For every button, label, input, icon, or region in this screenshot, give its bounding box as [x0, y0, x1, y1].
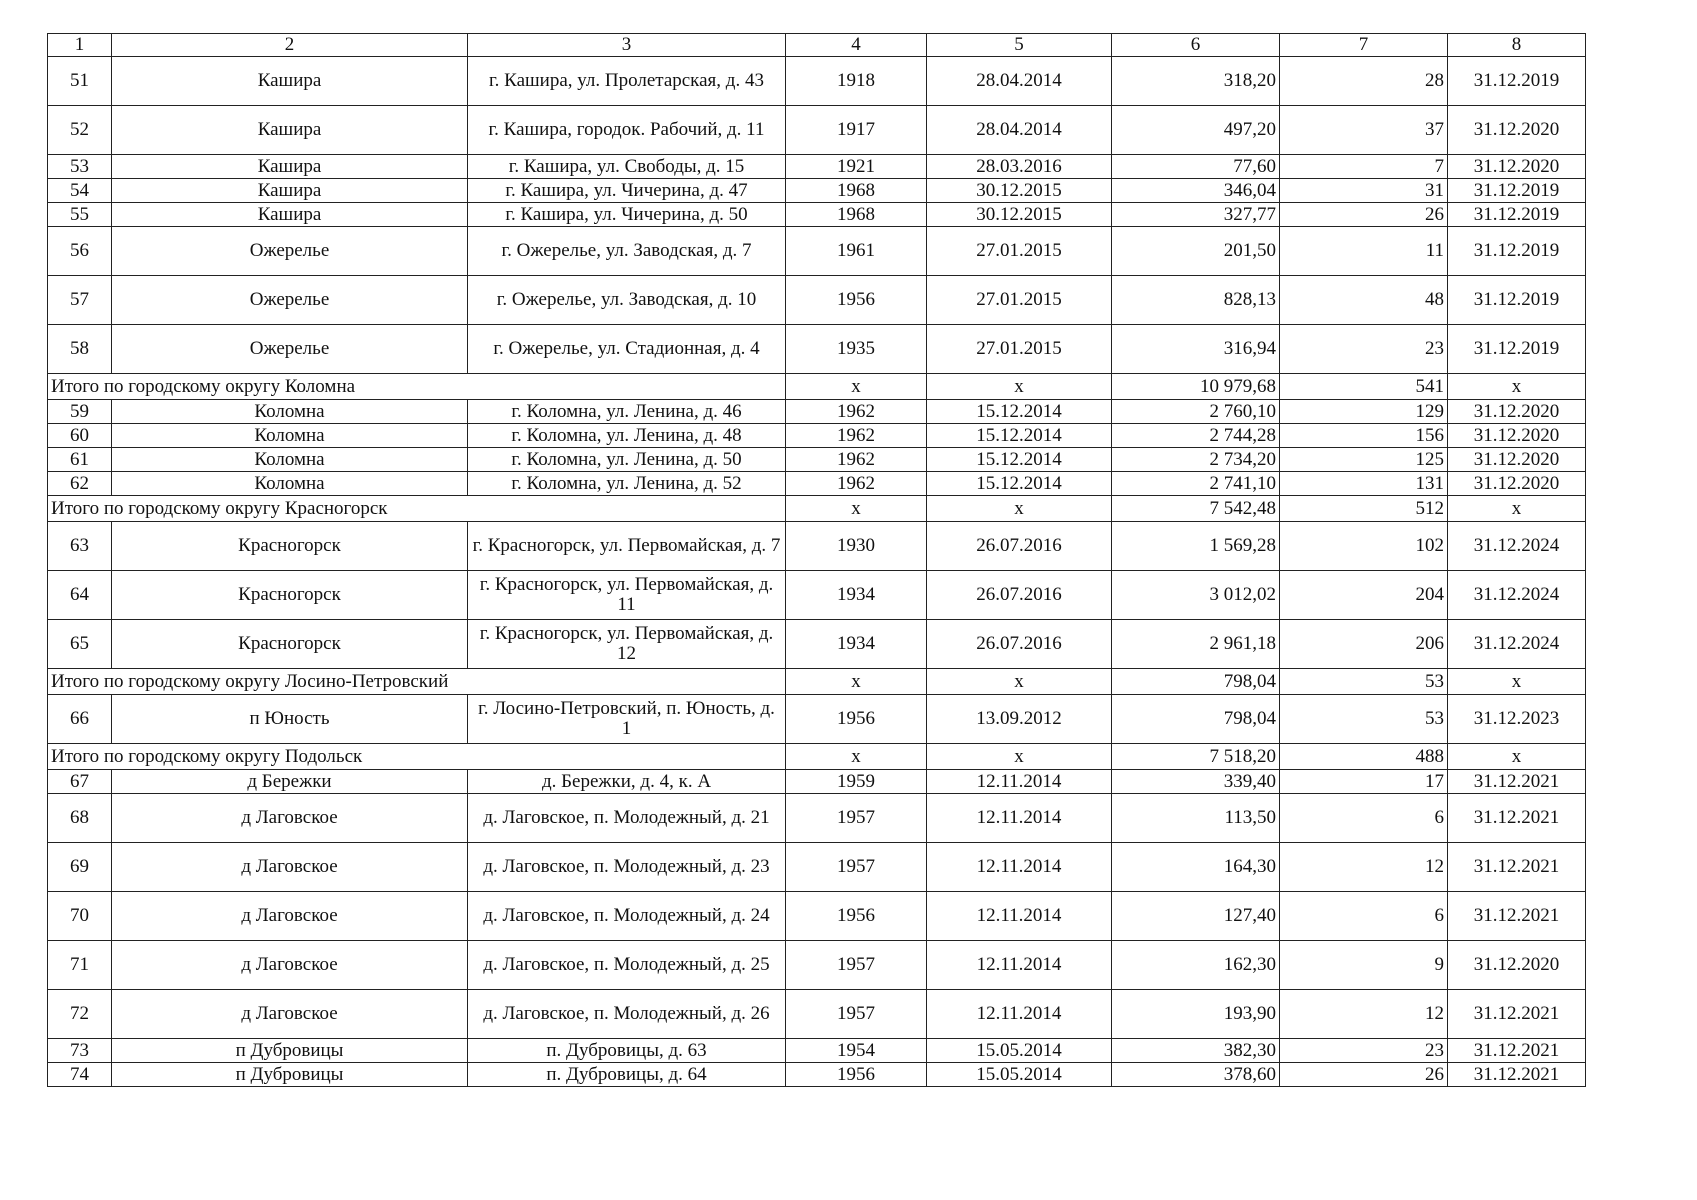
date-cell: 27.01.2015 — [927, 325, 1112, 374]
header-cell: 8 — [1448, 34, 1586, 57]
settlement-cell: п Юность — [112, 695, 468, 744]
date-cell: 27.01.2015 — [927, 276, 1112, 325]
deadline-cell: х — [1448, 669, 1586, 695]
address-cell: д. Лаговское, п. Молодежный, д. 26 — [468, 990, 786, 1039]
header-cell: 5 — [927, 34, 1112, 57]
address-cell: г. Коломна, ул. Ленина, д. 46 — [468, 400, 786, 424]
area-cell: 497,20 — [1112, 106, 1280, 155]
row-number-cell: 51 — [48, 57, 112, 106]
residents-cell: 6 — [1280, 794, 1448, 843]
table-row — [48, 941, 1586, 990]
table-row — [48, 325, 1586, 374]
deadline-cell: 31.12.2021 — [1448, 843, 1586, 892]
date-cell: 12.11.2014 — [927, 843, 1112, 892]
deadline-cell: 31.12.2019 — [1448, 227, 1586, 276]
year-cell: 1934 — [786, 571, 927, 620]
settlement-cell: Ожерелье — [112, 276, 468, 325]
subtotal-row — [48, 496, 1586, 522]
date-cell: 28.03.2016 — [927, 155, 1112, 179]
area-cell: 327,77 — [1112, 203, 1280, 227]
settlement-cell: Коломна — [112, 400, 468, 424]
residents-cell: 12 — [1280, 990, 1448, 1039]
settlement-cell: Кашира — [112, 57, 468, 106]
row-number-cell: 56 — [48, 227, 112, 276]
area-cell: 2 961,18 — [1112, 620, 1280, 669]
table-row — [48, 227, 1586, 276]
settlement-cell: п Дубровицы — [112, 1063, 468, 1087]
date-cell: 12.11.2014 — [927, 794, 1112, 843]
address-cell: г. Ожерелье, ул. Стадионная, д. 4 — [468, 325, 786, 374]
area-cell: 1 569,28 — [1112, 522, 1280, 571]
area-cell: 2 741,10 — [1112, 472, 1280, 496]
row-number-cell: 72 — [48, 990, 112, 1039]
deadline-cell: 31.12.2020 — [1448, 472, 1586, 496]
address-cell: г. Ожерелье, ул. Заводская, д. 7 — [468, 227, 786, 276]
address-cell: д. Лаговское, п. Молодежный, д. 24 — [468, 892, 786, 941]
document-page — [47, 33, 1586, 1087]
table-row — [48, 770, 1586, 794]
table-row — [48, 424, 1586, 448]
table-row — [48, 990, 1586, 1039]
area-cell: 798,04 — [1112, 669, 1280, 695]
date-cell: 15.12.2014 — [927, 472, 1112, 496]
row-number-cell: 55 — [48, 203, 112, 227]
year-cell: 1956 — [786, 1063, 927, 1087]
row-number-cell: 64 — [48, 571, 112, 620]
year-cell: 1968 — [786, 203, 927, 227]
address-cell: г. Кашира, ул. Чичерина, д. 50 — [468, 203, 786, 227]
row-number-cell: 67 — [48, 770, 112, 794]
deadline-cell: х — [1448, 374, 1586, 400]
settlement-cell: д Лаговское — [112, 990, 468, 1039]
deadline-cell: 31.12.2020 — [1448, 424, 1586, 448]
settlement-cell: Кашира — [112, 155, 468, 179]
deadline-cell: 31.12.2020 — [1448, 941, 1586, 990]
area-cell: 10 979,68 — [1112, 374, 1280, 400]
subtotal-label: Итого по городскому округу Коломна — [48, 374, 786, 400]
date-cell: 30.12.2015 — [927, 179, 1112, 203]
address-cell: д. Лаговское, п. Молодежный, д. 23 — [468, 843, 786, 892]
residents-cell: 26 — [1280, 203, 1448, 227]
row-number-cell: 69 — [48, 843, 112, 892]
residents-cell: 6 — [1280, 892, 1448, 941]
year-cell: х — [786, 496, 927, 522]
table-row — [48, 400, 1586, 424]
year-cell: 1961 — [786, 227, 927, 276]
area-cell: 127,40 — [1112, 892, 1280, 941]
address-cell: п. Дубровицы, д. 63 — [468, 1039, 786, 1063]
year-cell: 1957 — [786, 794, 927, 843]
year-cell: 1956 — [786, 276, 927, 325]
address-cell: г. Кашира, ул. Чичерина, д. 47 — [468, 179, 786, 203]
area-cell: 378,60 — [1112, 1063, 1280, 1087]
year-cell: 1962 — [786, 400, 927, 424]
row-number-cell: 68 — [48, 794, 112, 843]
table-row — [48, 203, 1586, 227]
year-cell: 1957 — [786, 941, 927, 990]
deadline-cell: 31.12.2021 — [1448, 1039, 1586, 1063]
date-cell: 12.11.2014 — [927, 770, 1112, 794]
area-cell: 2 760,10 — [1112, 400, 1280, 424]
address-cell: г. Коломна, ул. Ленина, д. 52 — [468, 472, 786, 496]
area-cell: 201,50 — [1112, 227, 1280, 276]
header-cell: 1 — [48, 34, 112, 57]
residents-cell: 23 — [1280, 325, 1448, 374]
row-number-cell: 71 — [48, 941, 112, 990]
date-cell: 15.12.2014 — [927, 400, 1112, 424]
residents-cell: 7 — [1280, 155, 1448, 179]
table-row — [48, 695, 1586, 744]
area-cell: 193,90 — [1112, 990, 1280, 1039]
table-row — [48, 276, 1586, 325]
residents-cell: 129 — [1280, 400, 1448, 424]
settlement-cell: д Бережки — [112, 770, 468, 794]
year-cell: 1934 — [786, 620, 927, 669]
address-cell: д. Лаговское, п. Молодежный, д. 25 — [468, 941, 786, 990]
settlement-cell: Кашира — [112, 203, 468, 227]
table-row — [48, 1063, 1586, 1087]
table-row — [48, 794, 1586, 843]
table-row — [48, 892, 1586, 941]
header-cell: 7 — [1280, 34, 1448, 57]
deadline-cell: 31.12.2024 — [1448, 522, 1586, 571]
address-cell: г. Ожерелье, ул. Заводская, д. 10 — [468, 276, 786, 325]
settlement-cell: Красногорск — [112, 620, 468, 669]
table-row — [48, 472, 1586, 496]
date-cell: 26.07.2016 — [927, 620, 1112, 669]
address-cell: г. Коломна, ул. Ленина, д. 48 — [468, 424, 786, 448]
subtotal-row — [48, 669, 1586, 695]
settlement-cell: д Лаговское — [112, 892, 468, 941]
subtotal-label: Итого по городскому округу Лосино-Петровский — [48, 669, 786, 695]
date-cell: х — [927, 374, 1112, 400]
deadline-cell: 31.12.2021 — [1448, 990, 1586, 1039]
residents-cell: 102 — [1280, 522, 1448, 571]
row-number-cell: 54 — [48, 179, 112, 203]
date-cell: 15.05.2014 — [927, 1063, 1112, 1087]
header-cell: 4 — [786, 34, 927, 57]
address-cell: г. Красногорск, ул. Первомайская, д. 7 — [468, 522, 786, 571]
residents-cell: 23 — [1280, 1039, 1448, 1063]
date-cell: 28.04.2014 — [927, 57, 1112, 106]
row-number-cell: 66 — [48, 695, 112, 744]
year-cell: 1957 — [786, 843, 927, 892]
settlement-cell: Ожерелье — [112, 227, 468, 276]
deadline-cell: 31.12.2019 — [1448, 57, 1586, 106]
residents-cell: 512 — [1280, 496, 1448, 522]
residents-cell: 17 — [1280, 770, 1448, 794]
year-cell: х — [786, 374, 927, 400]
date-cell: 28.04.2014 — [927, 106, 1112, 155]
year-cell: 1956 — [786, 695, 927, 744]
area-cell: 382,30 — [1112, 1039, 1280, 1063]
deadline-cell: 31.12.2020 — [1448, 448, 1586, 472]
year-cell: 1954 — [786, 1039, 927, 1063]
table-row — [48, 106, 1586, 155]
date-cell: 30.12.2015 — [927, 203, 1112, 227]
header-row — [48, 34, 1586, 57]
residents-cell: 9 — [1280, 941, 1448, 990]
settlement-cell: Кашира — [112, 179, 468, 203]
address-cell: г. Красногорск, ул. Первомайская, д. 11 — [468, 571, 786, 620]
year-cell: 1921 — [786, 155, 927, 179]
settlement-cell: Коломна — [112, 472, 468, 496]
date-cell: 15.05.2014 — [927, 1039, 1112, 1063]
residents-cell: 48 — [1280, 276, 1448, 325]
residents-cell: 37 — [1280, 106, 1448, 155]
deadline-cell: 31.12.2021 — [1448, 892, 1586, 941]
table-row — [48, 571, 1586, 620]
row-number-cell: 57 — [48, 276, 112, 325]
residents-cell: 11 — [1280, 227, 1448, 276]
year-cell: 1956 — [786, 892, 927, 941]
subtotal-row — [48, 744, 1586, 770]
area-cell: 3 012,02 — [1112, 571, 1280, 620]
area-cell: 2 744,28 — [1112, 424, 1280, 448]
area-cell: 7 542,48 — [1112, 496, 1280, 522]
table-row — [48, 179, 1586, 203]
date-cell: х — [927, 669, 1112, 695]
year-cell: 1962 — [786, 472, 927, 496]
address-cell: г. Красногорск, ул. Первомайская, д. 12 — [468, 620, 786, 669]
deadline-cell: 31.12.2021 — [1448, 1063, 1586, 1087]
table-row — [48, 843, 1586, 892]
area-cell: 113,50 — [1112, 794, 1280, 843]
table-row — [48, 57, 1586, 106]
area-cell: 828,13 — [1112, 276, 1280, 325]
deadline-cell: 31.12.2019 — [1448, 276, 1586, 325]
deadline-cell: 31.12.2024 — [1448, 620, 1586, 669]
area-cell: 346,04 — [1112, 179, 1280, 203]
date-cell: 27.01.2015 — [927, 227, 1112, 276]
settlement-cell: д Лаговское — [112, 794, 468, 843]
area-cell: 316,94 — [1112, 325, 1280, 374]
settlement-cell: Коломна — [112, 448, 468, 472]
date-cell: 12.11.2014 — [927, 892, 1112, 941]
date-cell: х — [927, 496, 1112, 522]
year-cell: 1918 — [786, 57, 927, 106]
address-cell: п. Дубровицы, д. 64 — [468, 1063, 786, 1087]
date-cell: 15.12.2014 — [927, 448, 1112, 472]
settlement-cell: Красногорск — [112, 522, 468, 571]
row-number-cell: 65 — [48, 620, 112, 669]
deadline-cell: 31.12.2019 — [1448, 325, 1586, 374]
table-row — [48, 1039, 1586, 1063]
row-number-cell: 62 — [48, 472, 112, 496]
date-cell: 15.12.2014 — [927, 424, 1112, 448]
settlement-cell: Коломна — [112, 424, 468, 448]
area-cell: 7 518,20 — [1112, 744, 1280, 770]
deadline-cell: 31.12.2019 — [1448, 203, 1586, 227]
header-cell: 2 — [112, 34, 468, 57]
year-cell: 1968 — [786, 179, 927, 203]
header-cell: 3 — [468, 34, 786, 57]
residents-cell: 53 — [1280, 669, 1448, 695]
row-number-cell: 52 — [48, 106, 112, 155]
date-cell: 13.09.2012 — [927, 695, 1112, 744]
residents-cell: 125 — [1280, 448, 1448, 472]
address-cell: д. Бережки, д. 4, к. А — [468, 770, 786, 794]
area-cell: 164,30 — [1112, 843, 1280, 892]
address-cell: г. Кашира, ул. Свободы, д. 15 — [468, 155, 786, 179]
header-cell: 6 — [1112, 34, 1280, 57]
settlement-cell: п Дубровицы — [112, 1039, 468, 1063]
row-number-cell: 73 — [48, 1039, 112, 1063]
deadline-cell: 31.12.2023 — [1448, 695, 1586, 744]
residents-cell: 156 — [1280, 424, 1448, 448]
year-cell: 1917 — [786, 106, 927, 155]
settlement-cell: Кашира — [112, 106, 468, 155]
year-cell: х — [786, 669, 927, 695]
table-body — [48, 34, 1586, 1087]
area-cell: 162,30 — [1112, 941, 1280, 990]
deadline-cell: 31.12.2020 — [1448, 155, 1586, 179]
area-cell: 2 734,20 — [1112, 448, 1280, 472]
row-number-cell: 61 — [48, 448, 112, 472]
year-cell: 1957 — [786, 990, 927, 1039]
row-number-cell: 53 — [48, 155, 112, 179]
subtotal-label: Итого по городскому округу Красногорск — [48, 496, 786, 522]
settlement-cell: д Лаговское — [112, 941, 468, 990]
residents-cell: 12 — [1280, 843, 1448, 892]
row-number-cell: 60 — [48, 424, 112, 448]
residents-cell: 31 — [1280, 179, 1448, 203]
deadline-cell: 31.12.2020 — [1448, 400, 1586, 424]
year-cell: 1962 — [786, 448, 927, 472]
residents-cell: 204 — [1280, 571, 1448, 620]
subtotal-row — [48, 374, 1586, 400]
table-row — [48, 448, 1586, 472]
deadline-cell: 31.12.2019 — [1448, 179, 1586, 203]
residents-cell: 28 — [1280, 57, 1448, 106]
table-row — [48, 155, 1586, 179]
residents-cell: 53 — [1280, 695, 1448, 744]
deadline-cell: х — [1448, 744, 1586, 770]
row-number-cell: 70 — [48, 892, 112, 941]
housing-table — [47, 33, 1586, 1087]
row-number-cell: 58 — [48, 325, 112, 374]
row-number-cell: 74 — [48, 1063, 112, 1087]
residents-cell: 26 — [1280, 1063, 1448, 1087]
settlement-cell: Ожерелье — [112, 325, 468, 374]
year-cell: 1935 — [786, 325, 927, 374]
date-cell: 12.11.2014 — [927, 941, 1112, 990]
deadline-cell: 31.12.2024 — [1448, 571, 1586, 620]
address-cell: г. Кашира, городок. Рабочий, д. 11 — [468, 106, 786, 155]
residents-cell: 206 — [1280, 620, 1448, 669]
residents-cell: 541 — [1280, 374, 1448, 400]
year-cell: 1962 — [786, 424, 927, 448]
address-cell: д. Лаговское, п. Молодежный, д. 21 — [468, 794, 786, 843]
residents-cell: 131 — [1280, 472, 1448, 496]
area-cell: 77,60 — [1112, 155, 1280, 179]
residents-cell: 488 — [1280, 744, 1448, 770]
deadline-cell: 31.12.2021 — [1448, 770, 1586, 794]
area-cell: 798,04 — [1112, 695, 1280, 744]
deadline-cell: 31.12.2021 — [1448, 794, 1586, 843]
year-cell: х — [786, 744, 927, 770]
row-number-cell: 63 — [48, 522, 112, 571]
date-cell: 26.07.2016 — [927, 522, 1112, 571]
settlement-cell: д Лаговское — [112, 843, 468, 892]
deadline-cell: х — [1448, 496, 1586, 522]
date-cell: 12.11.2014 — [927, 990, 1112, 1039]
settlement-cell: Красногорск — [112, 571, 468, 620]
subtotal-label: Итого по городскому округу Подольск — [48, 744, 786, 770]
row-number-cell: 59 — [48, 400, 112, 424]
date-cell: 26.07.2016 — [927, 571, 1112, 620]
date-cell: х — [927, 744, 1112, 770]
area-cell: 318,20 — [1112, 57, 1280, 106]
address-cell: г. Лосино-Петровский, п. Юность, д. 1 — [468, 695, 786, 744]
year-cell: 1930 — [786, 522, 927, 571]
table-row — [48, 620, 1586, 669]
table-row — [48, 522, 1586, 571]
address-cell: г. Кашира, ул. Пролетарская, д. 43 — [468, 57, 786, 106]
year-cell: 1959 — [786, 770, 927, 794]
area-cell: 339,40 — [1112, 770, 1280, 794]
address-cell: г. Коломна, ул. Ленина, д. 50 — [468, 448, 786, 472]
deadline-cell: 31.12.2020 — [1448, 106, 1586, 155]
